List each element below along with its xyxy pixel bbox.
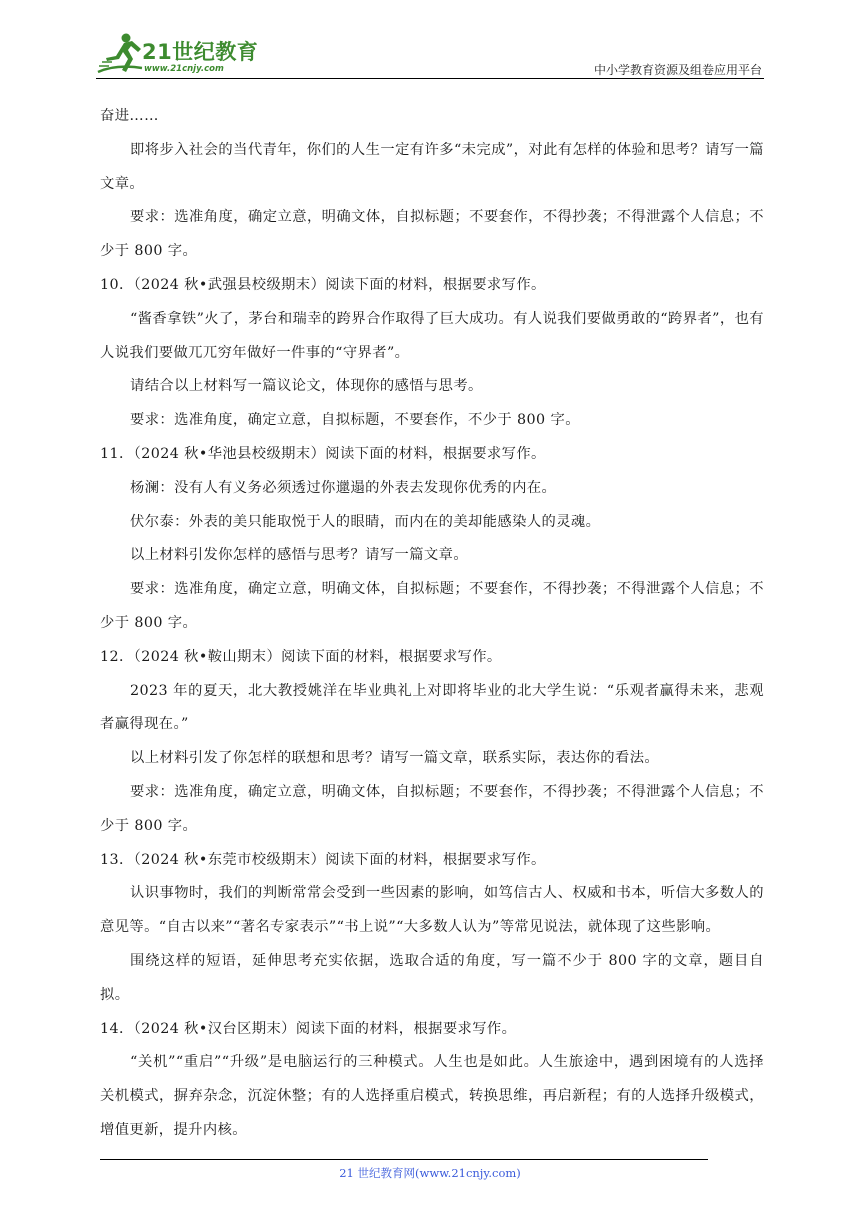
body-paragraph: 要求：选准角度，确定立意，明确文体，自拟标题；不要套作，不得抄袭；不得泄露个人信息；不少于 800 字。	[100, 783, 764, 834]
body-paragraph: 围绕这样的短语，延伸思考充实依据，选取合适的角度，写一篇不少于 800 字的文章，题目自拟。	[100, 952, 764, 1003]
body-paragraph: 2023 年的夏天，北大教授姚洋在毕业典礼上对即将毕业的北大学生说：“乐观者赢得未来，悲观者赢得现在。”	[100, 682, 764, 733]
runner-logo-icon	[96, 32, 144, 78]
page-header	[96, 30, 764, 78]
footer-divider	[100, 1159, 708, 1160]
body-paragraph: 以上材料引发你怎样的感悟与思考？请写一篇文章。	[130, 547, 469, 564]
logo-url: www.21cnjy.com	[144, 64, 224, 74]
body-paragraph: 即将步入社会的当代青年，你们的人生一定有许多“未完成”，对此有怎样的体验和思考？请写一篇文章。	[100, 141, 764, 192]
body-paragraph: 认识事物时，我们的判断常常会受到一些因素的影响，如笃信古人、权威和书本，听信大多数人的意见等。“自古以来”“著名专家表示”“书上说”“大多数人认为”等常见说法，就体现了这些影响。	[100, 885, 764, 936]
question-heading: 奋进……	[100, 108, 159, 124]
body-paragraph: 要求：选准角度，确定立意，明确文体，自拟标题；不要套作，不得抄袭；不得泄露个人信息；不少于 800 字。	[100, 581, 764, 631]
body-paragraph: 杨澜：没有人有义务必须透过你邋遢的外表去发现你优秀的内在。	[130, 479, 557, 496]
header-divider	[96, 78, 764, 79]
body-paragraph: “关机”“重启”“升级”是电脑运行的三种模式。人生也是如此。人生旅途中，遇到困境有的人选择关机模式，摒弃杂念，沉淀休整；有的人选择重启模式，转换思维，再启新程；有的人选择升级模式，增值更新，提升内核。	[100, 1054, 764, 1138]
body-paragraph: 以上材料引发了你怎样的联想和思考？请写一篇文章，联系实际，表达你的看法。	[130, 750, 660, 767]
body-paragraph: 请结合以上材料写一篇议论文，体现你的感悟与思考。	[130, 378, 483, 395]
body-paragraph: 伏尔泰：外表的美只能取悦于人的眼睛，而内在的美却能感染人的灵魂。	[130, 513, 601, 530]
page-footer: 21 世纪教育网(www.21cnjy.com)	[339, 1166, 521, 1180]
body-paragraph: 要求：选准角度，确定立意，自拟标题，不要套作，不少于 800 字。	[130, 412, 580, 429]
site-logo	[96, 30, 276, 78]
question-heading: 12．（2024 秋•鞍山期末）阅读下面的材料，根据要求写作。	[100, 648, 502, 665]
platform-title: 中小学教育资源及组卷应用平台	[593, 63, 762, 77]
question-heading: 14．（2024 秋•汉台区期末）阅读下面的材料，根据要求写作。	[100, 1020, 517, 1037]
question-heading: 11．（2024 秋•华池县校级期末）阅读下面的材料，根据要求写作。	[100, 445, 546, 462]
document-body	[100, 100, 764, 1148]
body-paragraph: 要求：选准角度，确定立意，明确文体，自拟标题；不要套作，不得抄袭；不得泄露个人信息；不少于 800 字。	[100, 209, 764, 260]
question-heading: 13．（2024 秋•东莞市校级期末）阅读下面的材料，根据要求写作。	[100, 851, 546, 868]
logo-text: 21世纪教育	[142, 40, 259, 64]
question-heading: 10．（2024 秋•武强县校级期末）阅读下面的材料，根据要求写作。	[100, 276, 546, 293]
body-paragraph: “酱香拿铁”火了，茅台和瑞幸的跨界合作取得了巨大成功。有人说我们要做勇敢的“跨界者”，也有人说我们要做兀兀穷年做好一件事的“守界者”。	[100, 310, 764, 361]
